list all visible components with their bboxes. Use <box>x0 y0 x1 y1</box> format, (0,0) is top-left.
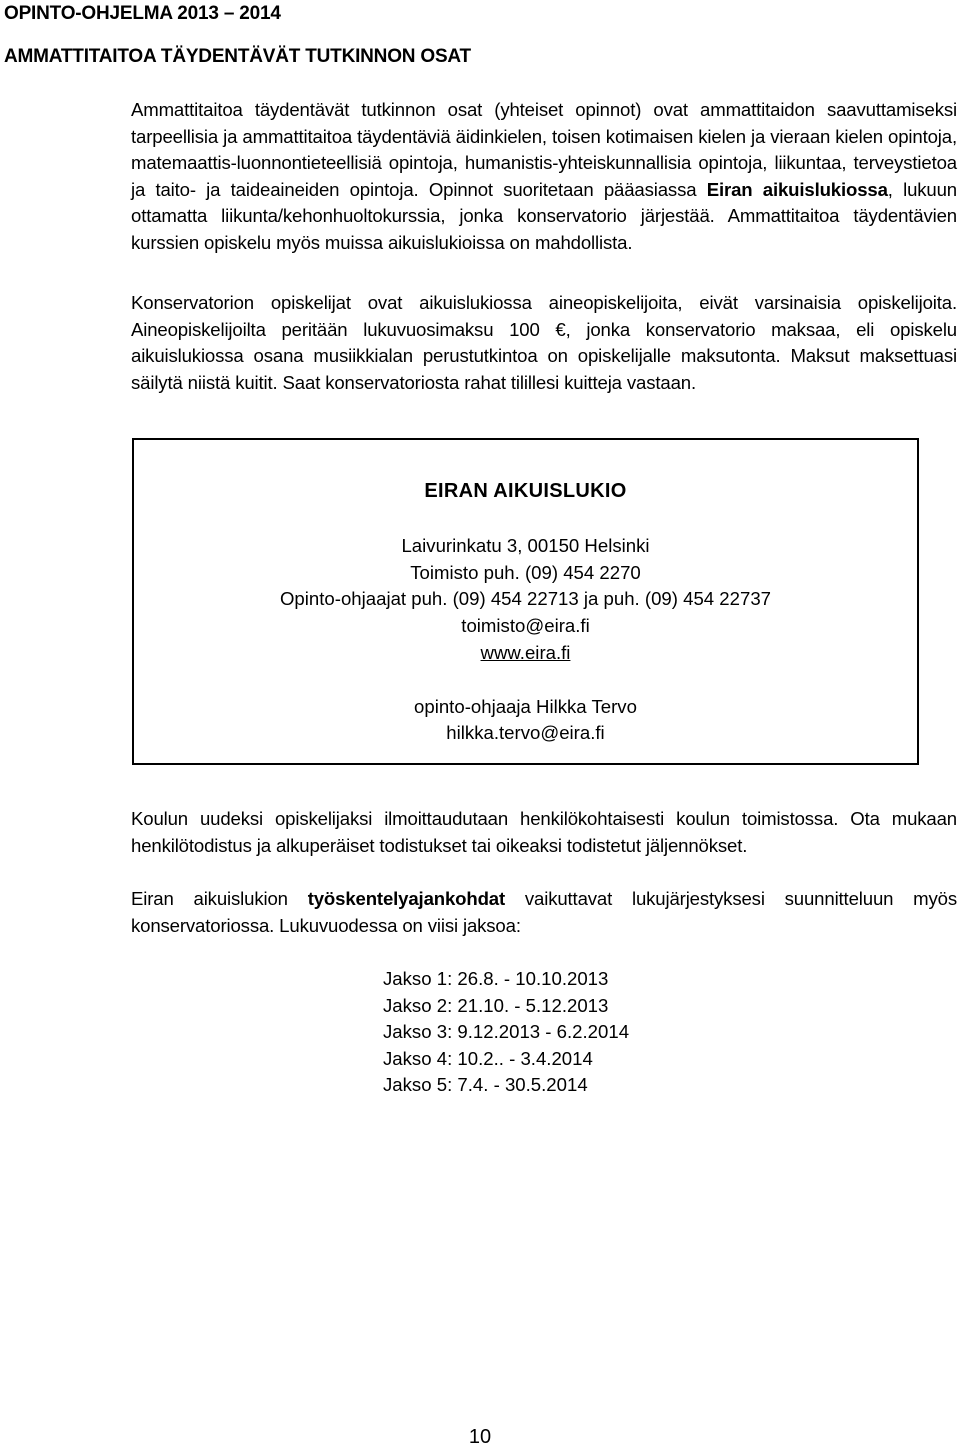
schedule-paragraph <box>131 886 957 939</box>
schedule-text-1: Eiran aikuislukion <box>131 888 308 909</box>
office-email: toimisto@eira.fi <box>461 615 590 637</box>
counselor-email: hilkka.tervo@eira.fi <box>446 722 605 744</box>
period-list <box>383 966 629 1099</box>
period-item: Jakso 2: 21.10. - 5.12.2013 <box>383 994 609 1016</box>
period-item: Jakso 3: 9.12.2013 - 6.2.2014 <box>383 1021 630 1043</box>
intro-bold: Eiran aikuislukiossa <box>706 178 888 200</box>
period-item: Jakso 5: 7.4. - 30.5.2014 <box>383 1074 588 1096</box>
fees-paragraph: Konservatorion opiskelijat ovat aikuislukiossa aineopiskelijoita, eivät varsinaisia opiskelijoita. Aineopiskelijoilta peritään lukuvuosimaksu 100 €, jonka konservatorio maksaa, eli opiskelu aikuislukiossa osana musiikkialan perustutkintoa on opiskelijalle maksutonta. Maksut maksettuasi säilytä niistä kuitit. Saat konservatoriosta rahat tilillesi kuitteja vastaan. <box>131 292 957 393</box>
section-title: AMMATTITAITOA TÄYDENTÄVÄT TUTKINNON OSAT <box>4 46 471 67</box>
enrollment-paragraph: Koulun uudeksi opiskelijaksi ilmoittaudutaan henkilökohtaisesti koulun toimistossa. Ota mukaan henkilötodistus ja alkuperäiset todistukset tai oikeaksi todistetut jäljennökset. <box>131 808 957 856</box>
contact-lines <box>134 533 917 747</box>
schedule-bold: työskentelyajankohdat <box>307 888 506 909</box>
spacer <box>134 667 917 694</box>
period-item: Jakso 1: 26.8. - 10.10.2013 <box>383 968 609 989</box>
program-title: OPINTO-OHJELMA 2013 – 2014 <box>4 3 281 24</box>
intro-paragraph <box>131 97 957 257</box>
contact-box <box>132 438 919 765</box>
office-phone: Toimisto puh. (09) 454 2270 <box>410 561 641 583</box>
counselor-name: opinto-ohjaaja Hilkka Tervo <box>414 695 637 717</box>
school-name: EIRAN AIKUISLUKIO <box>424 480 627 502</box>
period-item: Jakso 4: 10.2.. - 3.4.2014 <box>383 1047 593 1069</box>
address: Laivurinkatu 3, 00150 Helsinki <box>401 535 650 556</box>
intro-text-2: , lukuun ottamatta liikunta/kehonhuoltokurssia, jonka konservatorio järjestää. Ammattitaitoa täydentävien kurssien opiskelu myös muissa aikuislukioissa on mahdollista. <box>131 178 957 253</box>
page-number: 10 <box>468 1426 492 1448</box>
counselors-phone: Opinto-ohjaajat puh. (09) 454 22713 ja puh. (09) 454 22737 <box>279 588 772 610</box>
intro-text-1: Ammattitaitoa täydentävät tutkinnon osat (yhteiset opinnot) ovat ammattitaidon saavuttamiseksi tarpeellisia ja ammattitaitoa täydentäviä äidinkielen, toisen kotimaisen kielen ja vieraan kielen opintoja, matemaattis-luonnontieteellisiä opintoja, humanistis-yhteiskunnallisia opintoja, liikuntaa, terveystietoa ja taito- ja taideaineiden opintoja. Opinnot suoritetaan pääasiassa <box>131 99 957 200</box>
schedule-text-2: vaikuttavat lukujärjestyksesi suunnitteluun myös konservatoriossa. Lukuvuodessa on viisi jaksoa: <box>131 888 958 936</box>
website-link[interactable]: www.eira.fi <box>480 641 571 663</box>
